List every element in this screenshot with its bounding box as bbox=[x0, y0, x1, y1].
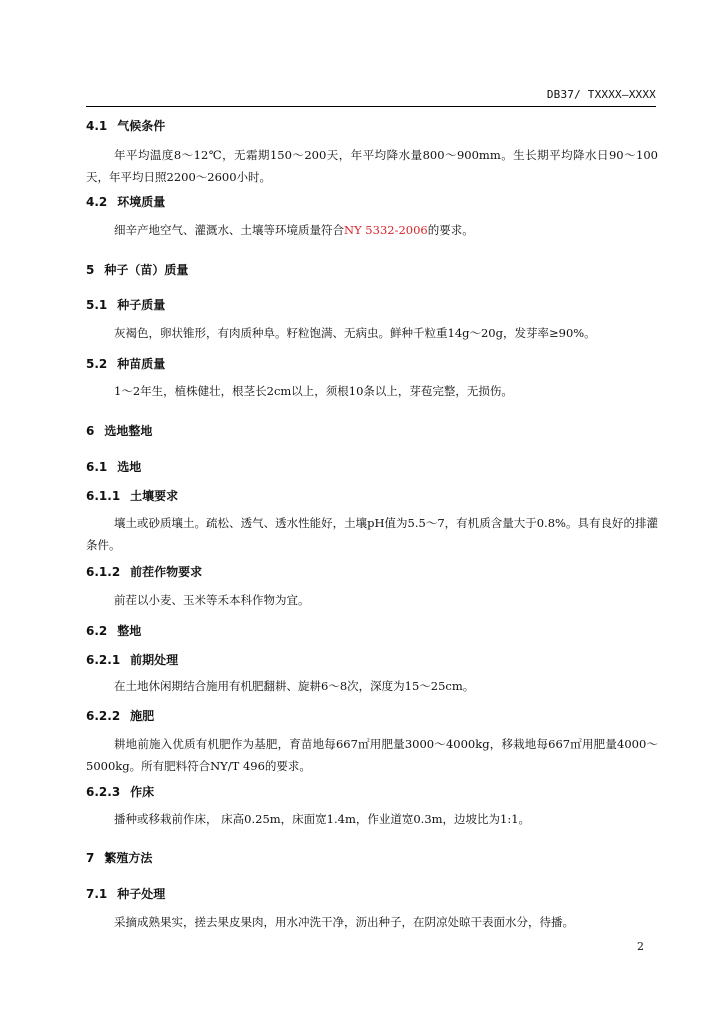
heading-title: 土壤要求 bbox=[130, 489, 179, 503]
heading-title: 环境质量 bbox=[117, 195, 166, 209]
heading-6-1-1 bbox=[86, 489, 658, 503]
document-code-header: DB37/ TXXXX—XXXX bbox=[546, 88, 656, 101]
heading-title: 繁殖方法 bbox=[104, 851, 153, 865]
paragraph-seed-quality: 灰褐色，卵状锥形，有肉质种阜。籽粒饱满、无病虫。鲜种千粒重14g～20g，发芽率≥90%。 bbox=[114, 326, 596, 340]
paragraph-preprocessing: 在土地休闲期结合施用有机肥翻耕、旋耕6～8次，深度为15～25cm。 bbox=[114, 679, 475, 693]
heading-title: 施肥 bbox=[130, 709, 155, 723]
heading-title: 前茬作物要求 bbox=[130, 565, 203, 579]
page-number: 2 bbox=[637, 940, 644, 953]
heading-title: 前期处理 bbox=[130, 653, 179, 667]
heading-title: 选地 bbox=[117, 460, 142, 474]
paragraph-bed-making: 播种或移栽前作床， 床高0.25m，床面宽1.4m，作业道宽0.3m，边坡比为1:1。 bbox=[114, 812, 531, 826]
heading-6-2 bbox=[86, 624, 658, 638]
heading-number: 7 bbox=[86, 851, 95, 865]
heading-number: 7.1 bbox=[86, 887, 108, 901]
heading-number: 6.2.3 bbox=[86, 785, 121, 799]
heading-title: 种苗质量 bbox=[117, 357, 166, 371]
text-after: 的要求。 bbox=[427, 223, 474, 237]
heading-title: 选地整地 bbox=[104, 424, 153, 438]
heading-number: 4.1 bbox=[86, 119, 108, 133]
standard-reference-link[interactable]: NY 5332-2006 bbox=[344, 223, 428, 237]
heading-number: 6 bbox=[86, 424, 95, 438]
heading-number: 5.2 bbox=[86, 357, 108, 371]
heading-6-2-2 bbox=[86, 709, 658, 723]
header-rule bbox=[86, 106, 656, 107]
heading-number: 5 bbox=[86, 263, 95, 277]
text-before: 细辛产地空气、灌溉水、土壤等环境质量符合 bbox=[114, 223, 344, 237]
heading-title: 种子质量 bbox=[117, 298, 166, 312]
heading-6-2-3 bbox=[86, 785, 658, 799]
heading-5-1 bbox=[86, 298, 658, 312]
heading-number: 6.1.2 bbox=[86, 565, 121, 579]
paragraph-environment bbox=[86, 219, 658, 241]
heading-title: 种子处理 bbox=[117, 887, 166, 901]
paragraph-soil: 壤土或砂质壤土。疏松、透气、透水性能好，土壤pH值为5.5～7，有机质含量大于0.8%。具有良好的排灌条件。 bbox=[86, 516, 658, 552]
heading-title: 作床 bbox=[130, 785, 155, 799]
paragraph-seed-treatment: 采摘成熟果实，搓去果皮果肉，用水冲洗干净，沥出种子，在阴凉处晾干表面水分，待播。 bbox=[114, 915, 574, 929]
heading-5-2 bbox=[86, 357, 658, 371]
heading-6-2-1 bbox=[86, 653, 658, 667]
heading-number: 6.2.1 bbox=[86, 653, 121, 667]
paragraph-climate: 年平均温度8～12℃，无霜期150～200天，年平均降水量800～900mm。生长期平均降水日90～100天，年平均日照2200～2600小时。 bbox=[86, 148, 658, 184]
heading-title: 整地 bbox=[117, 624, 142, 638]
heading-number: 6.2 bbox=[86, 624, 108, 638]
heading-4-1 bbox=[86, 119, 658, 133]
paragraph-fertilizing: 耕地前施入优质有机肥作为基肥，育苗地每667㎡用肥量3000～4000kg，移栽地每667㎡用肥量4000～5000kg。所有肥料符合NY/T 496的要求。 bbox=[86, 737, 658, 773]
heading-number: 6.2.2 bbox=[86, 709, 121, 723]
heading-7-1 bbox=[86, 887, 658, 901]
heading-number: 6.1.1 bbox=[86, 489, 121, 503]
heading-6 bbox=[86, 424, 658, 438]
heading-number: 4.2 bbox=[86, 195, 108, 209]
paragraph-previous-crop: 前茬以小麦、玉米等禾本科作物为宜。 bbox=[114, 593, 310, 607]
heading-title: 气候条件 bbox=[117, 119, 166, 133]
heading-number: 5.1 bbox=[86, 298, 108, 312]
heading-6-1-2 bbox=[86, 565, 658, 579]
heading-number: 6.1 bbox=[86, 460, 108, 474]
heading-7 bbox=[86, 851, 658, 865]
heading-5 bbox=[86, 263, 658, 277]
heading-6-1 bbox=[86, 460, 658, 474]
heading-title: 种子（苗）质量 bbox=[104, 263, 189, 277]
heading-4-2 bbox=[86, 195, 658, 209]
paragraph-seedling-quality: 1～2年生，植株健壮，根茎长2cm以上，须根10条以上，芽苞完整，无损伤。 bbox=[114, 384, 513, 398]
